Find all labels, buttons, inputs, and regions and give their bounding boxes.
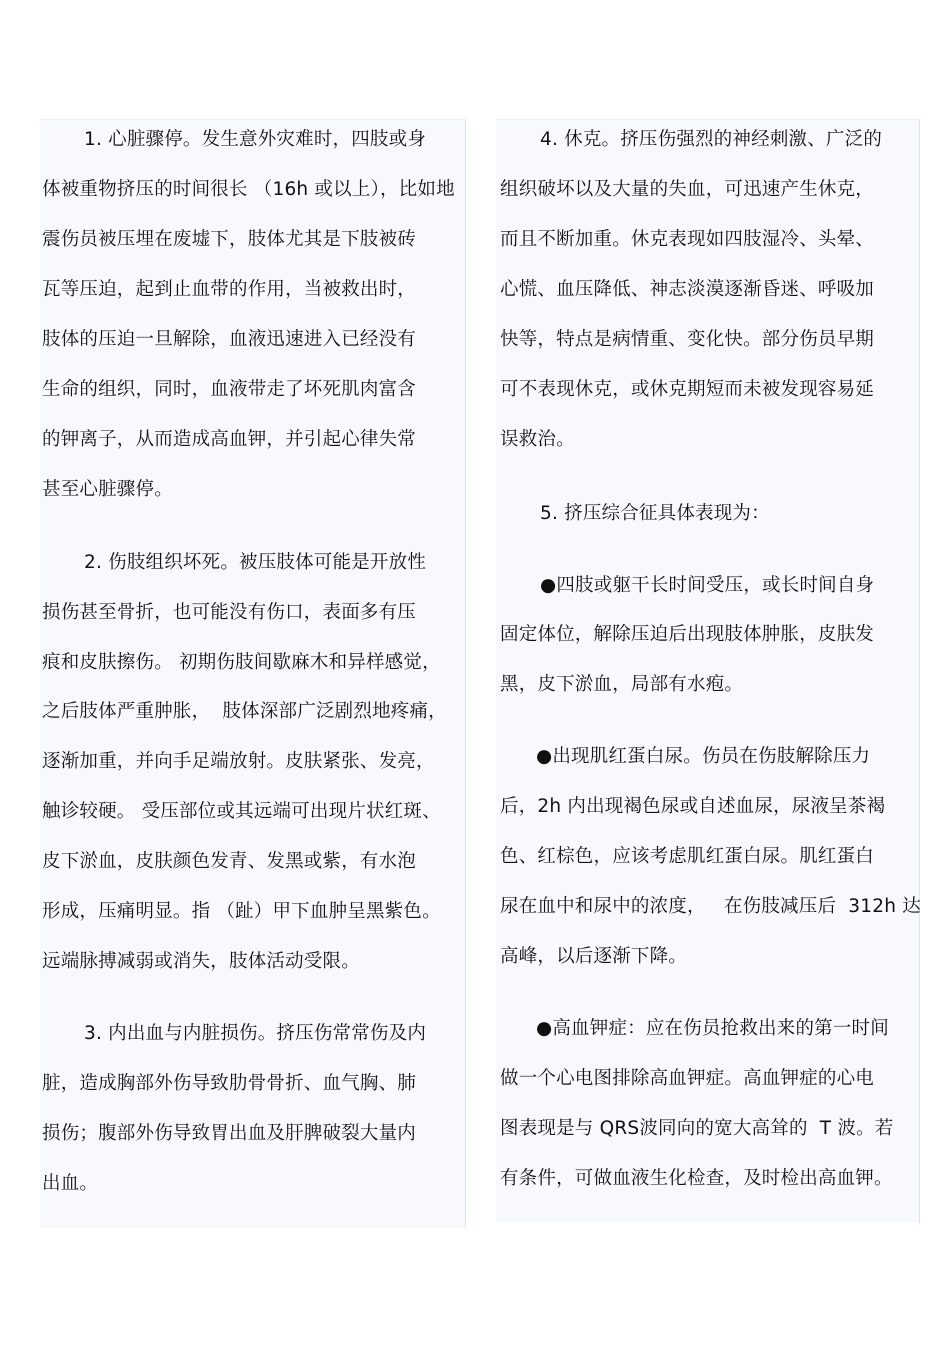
paragraph-line: 5. 挤压综合征具体表现为： — [540, 503, 770, 524]
paragraph-line: 之后肢体严重肿胀， 肢体深部广泛剧烈地疼痛， — [42, 701, 447, 722]
paragraph-line: 的钾离子，从而造成高血钾，并引起心律失常 — [42, 429, 417, 450]
bullet-line: 有条件，可做血液生化检查，及时检出高血钾。 — [500, 1168, 893, 1189]
paragraph-line: 出血。 — [42, 1173, 99, 1194]
paragraph-line: 快等，特点是病情重、变化快。部分伤员早期 — [500, 329, 875, 350]
paragraph-line: 3. 内出血与内脏损伤。挤压伤常常伤及内 — [84, 1023, 427, 1044]
paragraph-line: 形成，压痛明显。指 （趾）甲下血肿呈黑紫色。 — [42, 901, 441, 922]
paragraph-line: 脏，造成胸部外伤导致肋骨骨折、血气胸、肺 — [42, 1073, 417, 1094]
bullet-line: 图表现是与 QRS波同向的宽大高耸的 T 波。若 — [500, 1118, 894, 1139]
bullet-line: 色、红棕色，应该考虑肌红蛋白尿。肌红蛋白 — [500, 846, 875, 867]
paragraph-line: 4. 休克。挤压伤强烈的神经刺激、广泛的 — [540, 129, 883, 150]
paragraph-line: 组织破坏以及大量的失血，可迅速产生休克， — [500, 179, 875, 200]
paragraph-line: 误救治。 — [500, 429, 575, 450]
paragraph-line: 而且不断加重。休克表现如四肢湿冷、头晕、 — [500, 229, 875, 250]
bullet-line: ●四肢或躯干长时间受压，或长时间自身 — [540, 575, 875, 596]
paragraph-line: 触诊较硬。 受压部位或其远端可出现片状红斑、 — [42, 801, 441, 822]
bullet-line: 后，2h 内出现褐色尿或自述血尿，尿液呈茶褐 — [500, 796, 886, 817]
paragraph-line: 可不表现休克，或休克期短而未被发现容易延 — [500, 379, 875, 400]
paragraph-line: 远端脉搏减弱或消失，肢体活动受限。 — [42, 951, 360, 972]
paragraph-line: 震伤员被压埋在废墟下，肢体尤其是下肢被砖 — [42, 229, 417, 250]
bullet-line: ●出现肌红蛋白尿。伤员在伤肢解除压力 — [536, 746, 871, 767]
paragraph-line: 瓦等压迫，起到止血带的作用，当被救出时， — [42, 279, 417, 300]
paragraph-line: 2. 伤肢组织坏死。被压肢体可能是开放性 — [84, 552, 427, 573]
paragraph-line: 生命的组织，同时，血液带走了坏死肌肉富含 — [42, 379, 417, 400]
paragraph-line: 心慌、血压降低、神志淡漠逐渐昏迷、呼吸加 — [500, 279, 875, 300]
bullet-line: 尿在血中和尿中的浓度， 在伤肢减压后 312h 达 — [500, 896, 921, 917]
bullet-line: ●高血钾症：应在伤员抢救出来的第一时间 — [536, 1018, 889, 1039]
paragraph-line: 逐渐加重，并向手足端放射。皮肤紧张、发亮， — [42, 751, 435, 772]
paragraph-line: 损伤；腹部外伤导致胃出血及肝脾破裂大量内 — [42, 1123, 417, 1144]
paragraph-line: 肢体的压迫一旦解除，血液迅速进入已经没有 — [42, 329, 417, 350]
bullet-line: 高峰，以后逐渐下降。 — [500, 946, 688, 967]
bullet-line: 固定体位，解除压迫后出现肢体肿胀，皮肤发 — [500, 624, 875, 645]
paragraph-line: 体被重物挤压的时间很长 （16h 或以上），比如地 — [42, 179, 455, 200]
paragraph-line: 痕和皮肤擦伤。 初期伤肢间歇麻木和异样感觉， — [42, 652, 441, 673]
paragraph-line: 1. 心脏骤停。发生意外灾难时，四肢或身 — [84, 129, 427, 150]
paragraph-line: 皮下淤血，皮肤颜色发青、发黑或紫，有水泡 — [42, 851, 417, 872]
bullet-line: 黑，皮下淤血，局部有水疱。 — [500, 674, 744, 695]
paragraph-line: 损伤甚至骨折，也可能没有伤口，表面多有压 — [42, 602, 417, 623]
bullet-line: 做一个心电图排除高血钾症。高血钾症的心电 — [500, 1068, 875, 1089]
paragraph-line: 甚至心脏骤停。 — [42, 479, 173, 500]
